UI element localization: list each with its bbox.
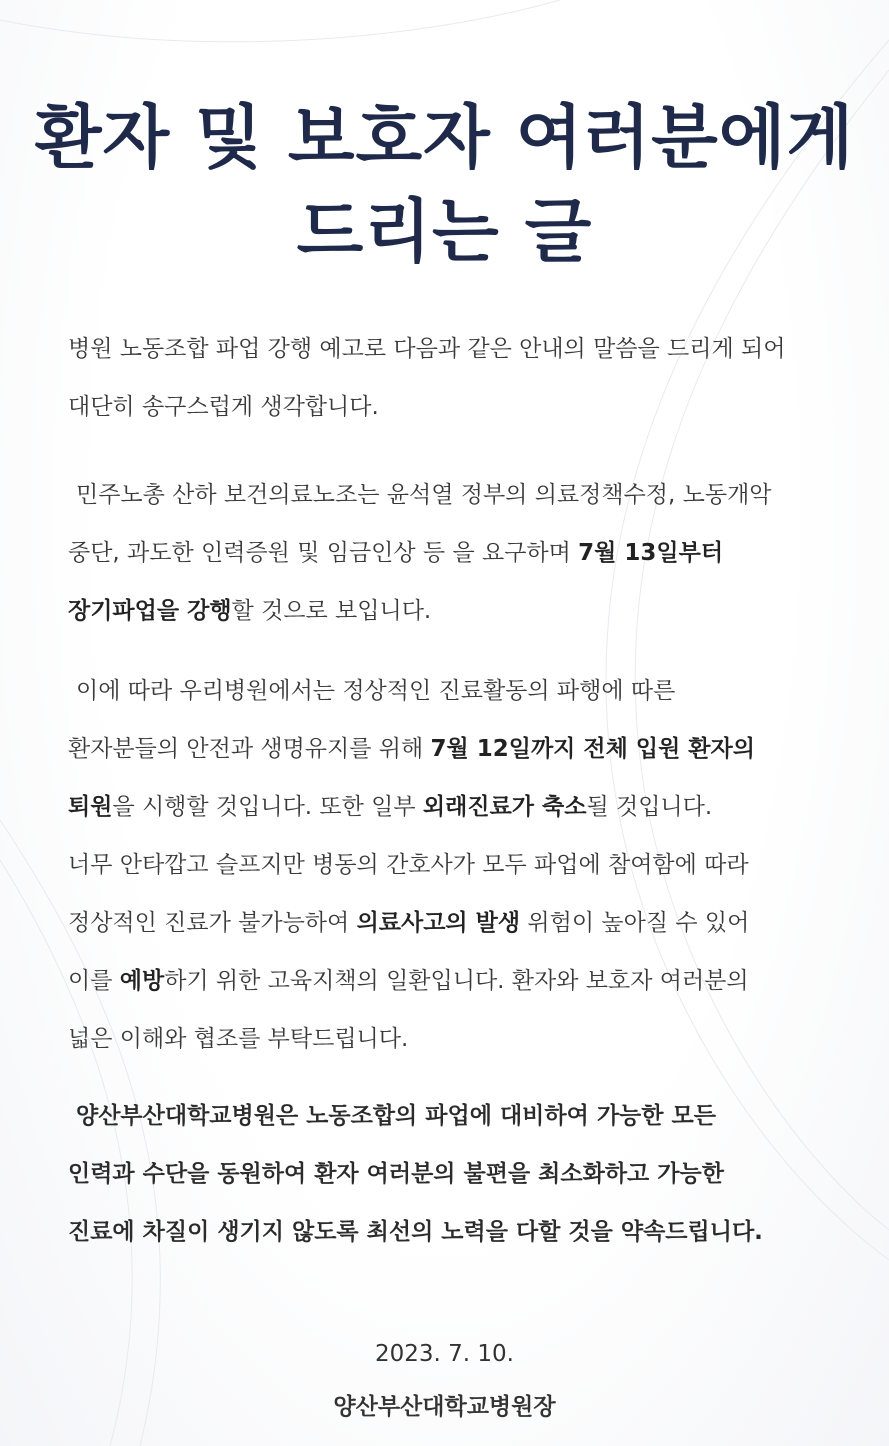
paragraph-line: 민주노총 산하 보건의료노조는 윤석열 정부의 의료정책수정, 노동개악 <box>76 482 772 508</box>
paragraph-line: 양산부산대학교병원은 노동조합의 파업에 대비하여 가능한 모든 <box>76 1103 716 1129</box>
text-segment: 하기 위한 고육지책의 일환입니다. 환자와 보호자 여러분의 <box>164 968 749 994</box>
emphasis-text: 장기파업을 강행 <box>68 598 232 624</box>
emphasis-text: 7월 12일까지 전체 입원 환자의 <box>430 736 755 762</box>
paragraph-line: 병원 노동조합 파업 강행 예고로 다음과 같은 안내의 말씀을 드리게 되어 <box>68 336 786 362</box>
emphasis-text: 7월 13일부터 <box>578 540 724 566</box>
text-segment: 이를 <box>68 968 120 994</box>
text-segment: 중단, 과도한 인력증원 및 임금인상 등 을 요구하며 <box>68 540 579 566</box>
text-segment: 위험이 높아질 수 있어 <box>520 910 750 936</box>
text-segment: 환자분들의 안전과 생명유지를 위해 <box>68 736 431 762</box>
paragraph-line <box>68 952 858 1010</box>
notice-date: 2023. 7. 10. <box>375 1341 514 1367</box>
paragraph-line: 인력과 수단을 동원하여 환자 여러분의 불편을 최소화하고 가능한 <box>68 1161 724 1187</box>
paragraph-line: 대단히 송구스럽게 생각합니다. <box>68 394 379 420</box>
text-segment: 을 시행할 것입니다. 또한 일부 <box>112 794 423 820</box>
paragraph-line: 너무 안타깝고 슬프지만 병동의 간호사가 모두 파업에 참여함에 따라 <box>68 852 749 878</box>
paragraph-hospital-response <box>68 662 858 1068</box>
paragraph-line <box>68 894 858 952</box>
signature: 양산부산대학교병원장 <box>333 1394 556 1420</box>
notice-title-line-1: 환자 및 보호자 여러분에게 <box>34 98 855 178</box>
text-segment: 정상적인 진료가 불가능하여 <box>68 910 357 936</box>
emphasis-text: 퇴원 <box>68 794 113 820</box>
paragraph-line <box>68 778 858 836</box>
paragraph-line: 진료에 차질이 생기지 않도록 최선의 노력을 다할 것을 약속드립니다. <box>68 1219 763 1245</box>
text-segment: 될 것입니다. <box>586 794 713 820</box>
paragraph-strike-notice <box>68 466 858 640</box>
emphasis-text: 의료사고의 발생 <box>356 910 521 936</box>
paragraph-commitment <box>68 1087 858 1261</box>
paragraph-line <box>68 720 858 778</box>
paragraph-line <box>68 582 858 640</box>
text-segment: 할 것으로 보입니다. <box>231 598 432 624</box>
paragraph-line: 넓은 이해와 협조를 부탁드립니다. <box>68 1026 409 1052</box>
paragraph-line: 이에 따라 우리병원에서는 정상적인 진료활동의 파행에 따른 <box>76 678 676 704</box>
emphasis-text: 외래진료가 축소 <box>422 794 587 820</box>
emphasis-text: 예방 <box>119 968 165 994</box>
paragraph-line <box>68 524 858 582</box>
notice-title-line-2: 드리는 글 <box>296 192 593 272</box>
paragraph-intro <box>68 320 858 436</box>
